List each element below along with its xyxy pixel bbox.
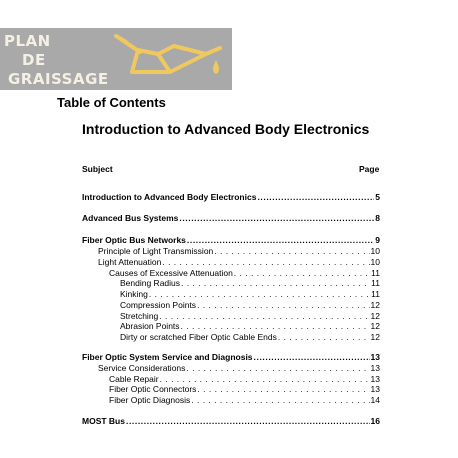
- toc-entry[interactable]: [120, 332, 380, 343]
- watermark-line-2: DE: [22, 51, 46, 69]
- toc-leader-dots: [186, 363, 369, 374]
- toc-entry-label: Fiber Optic System Service and Diagnosis: [82, 352, 253, 362]
- toc-leader-dots: [181, 278, 370, 289]
- toc-entry-page: 11: [371, 268, 380, 278]
- toc-entry[interactable]: [82, 235, 380, 246]
- toc-entry-page: 12: [370, 321, 380, 331]
- watermark-line-1: PLAN: [4, 32, 51, 50]
- toc-leader-dots: [126, 416, 370, 427]
- toc-leader-dots: [214, 246, 369, 257]
- toc-entry[interactable]: [82, 416, 380, 427]
- toc-entry-page: 9: [375, 235, 380, 245]
- toc-entry-page: 14: [370, 395, 380, 405]
- toc-leader-dots: [197, 384, 369, 395]
- toc-entry-label: Advanced Bus Systems: [82, 213, 179, 223]
- toc-entry[interactable]: [82, 213, 380, 224]
- toc-entry-page: 12: [370, 300, 380, 310]
- toc-entry-page: 12: [370, 332, 380, 342]
- toc-entry[interactable]: [120, 300, 380, 311]
- toc-entry-page: 16: [370, 416, 380, 426]
- toc-leader-dots: [191, 395, 369, 406]
- toc-entry[interactable]: [120, 321, 380, 332]
- oil-can-icon: [112, 32, 228, 84]
- toc-entry-label: MOST Bus: [82, 416, 125, 426]
- toc-entry-page: 11: [371, 289, 380, 299]
- page-column-header: Page: [359, 164, 380, 174]
- toc-entry-page: 13: [370, 352, 380, 362]
- toc-leader-dots: [149, 289, 370, 300]
- toc-entry-page: 11: [371, 278, 380, 288]
- toc-entry[interactable]: [109, 384, 380, 395]
- toc-entry-label: Principle of Light Transmission: [98, 246, 214, 256]
- toc-heading: Table of Contents: [57, 95, 166, 110]
- toc-leader-dots: [197, 300, 369, 311]
- plan-de-graissage-watermark: [0, 28, 232, 90]
- subject-column-header: Subject: [82, 164, 113, 174]
- toc-leader-dots: [162, 257, 369, 268]
- toc-entry[interactable]: [120, 289, 380, 300]
- toc-entry-label: Fiber Optic Connectors: [109, 384, 197, 394]
- toc-entry[interactable]: [98, 246, 380, 257]
- toc-entry-label: Causes of Excessive Attenuation: [109, 268, 233, 278]
- toc-entry-label: Kinking: [120, 289, 148, 299]
- toc-entry[interactable]: [120, 278, 380, 289]
- toc-leader-dots: [181, 321, 370, 332]
- toc-leader-dots: [278, 332, 370, 343]
- toc-entry-label: Fiber Optic Diagnosis: [109, 395, 191, 405]
- watermark-line-3: GRAISSAGE: [8, 70, 109, 88]
- toc-entry-page: 12: [370, 311, 380, 321]
- toc-entry-label: Cable Repair: [109, 374, 159, 384]
- toc-leader-dots: [187, 235, 374, 246]
- toc-entry[interactable]: [82, 192, 380, 203]
- toc-entry-label: Abrasion Points: [120, 321, 180, 331]
- toc-entry-page: 13: [370, 374, 380, 384]
- toc-entry-page: 5: [375, 192, 380, 202]
- toc-entry-label: Stretching: [120, 311, 159, 321]
- toc-entry-page: 8: [375, 213, 380, 223]
- toc-entry-label: Light Attenuation: [98, 257, 162, 267]
- toc-entry[interactable]: [98, 363, 380, 374]
- toc-entry[interactable]: [109, 395, 380, 406]
- toc-leader-dots: [254, 352, 370, 363]
- toc-entry-label: Bending Radius: [120, 278, 181, 288]
- toc-entry-label: Compression Points: [120, 300, 197, 310]
- toc-entry[interactable]: [98, 257, 380, 268]
- toc-entry-label: Dirty or scratched Fiber Optic Cable Ends: [120, 332, 277, 342]
- toc-entry-label: Introduction to Advanced Body Electronics: [82, 192, 257, 202]
- toc-entry-label: Service Considerations: [98, 363, 186, 373]
- toc-entry-page: 10: [370, 257, 380, 267]
- toc-entry-page: 10: [370, 246, 380, 256]
- toc-leader-dots: [257, 192, 374, 203]
- toc-entry-label: Fiber Optic Bus Networks: [82, 235, 186, 245]
- toc-entry-page: 13: [370, 384, 380, 394]
- toc-entry[interactable]: [82, 352, 380, 363]
- toc-entry-page: 13: [370, 363, 380, 373]
- document-title: Introduction to Advanced Body Electronics: [82, 121, 370, 137]
- toc-leader-dots: [179, 213, 374, 224]
